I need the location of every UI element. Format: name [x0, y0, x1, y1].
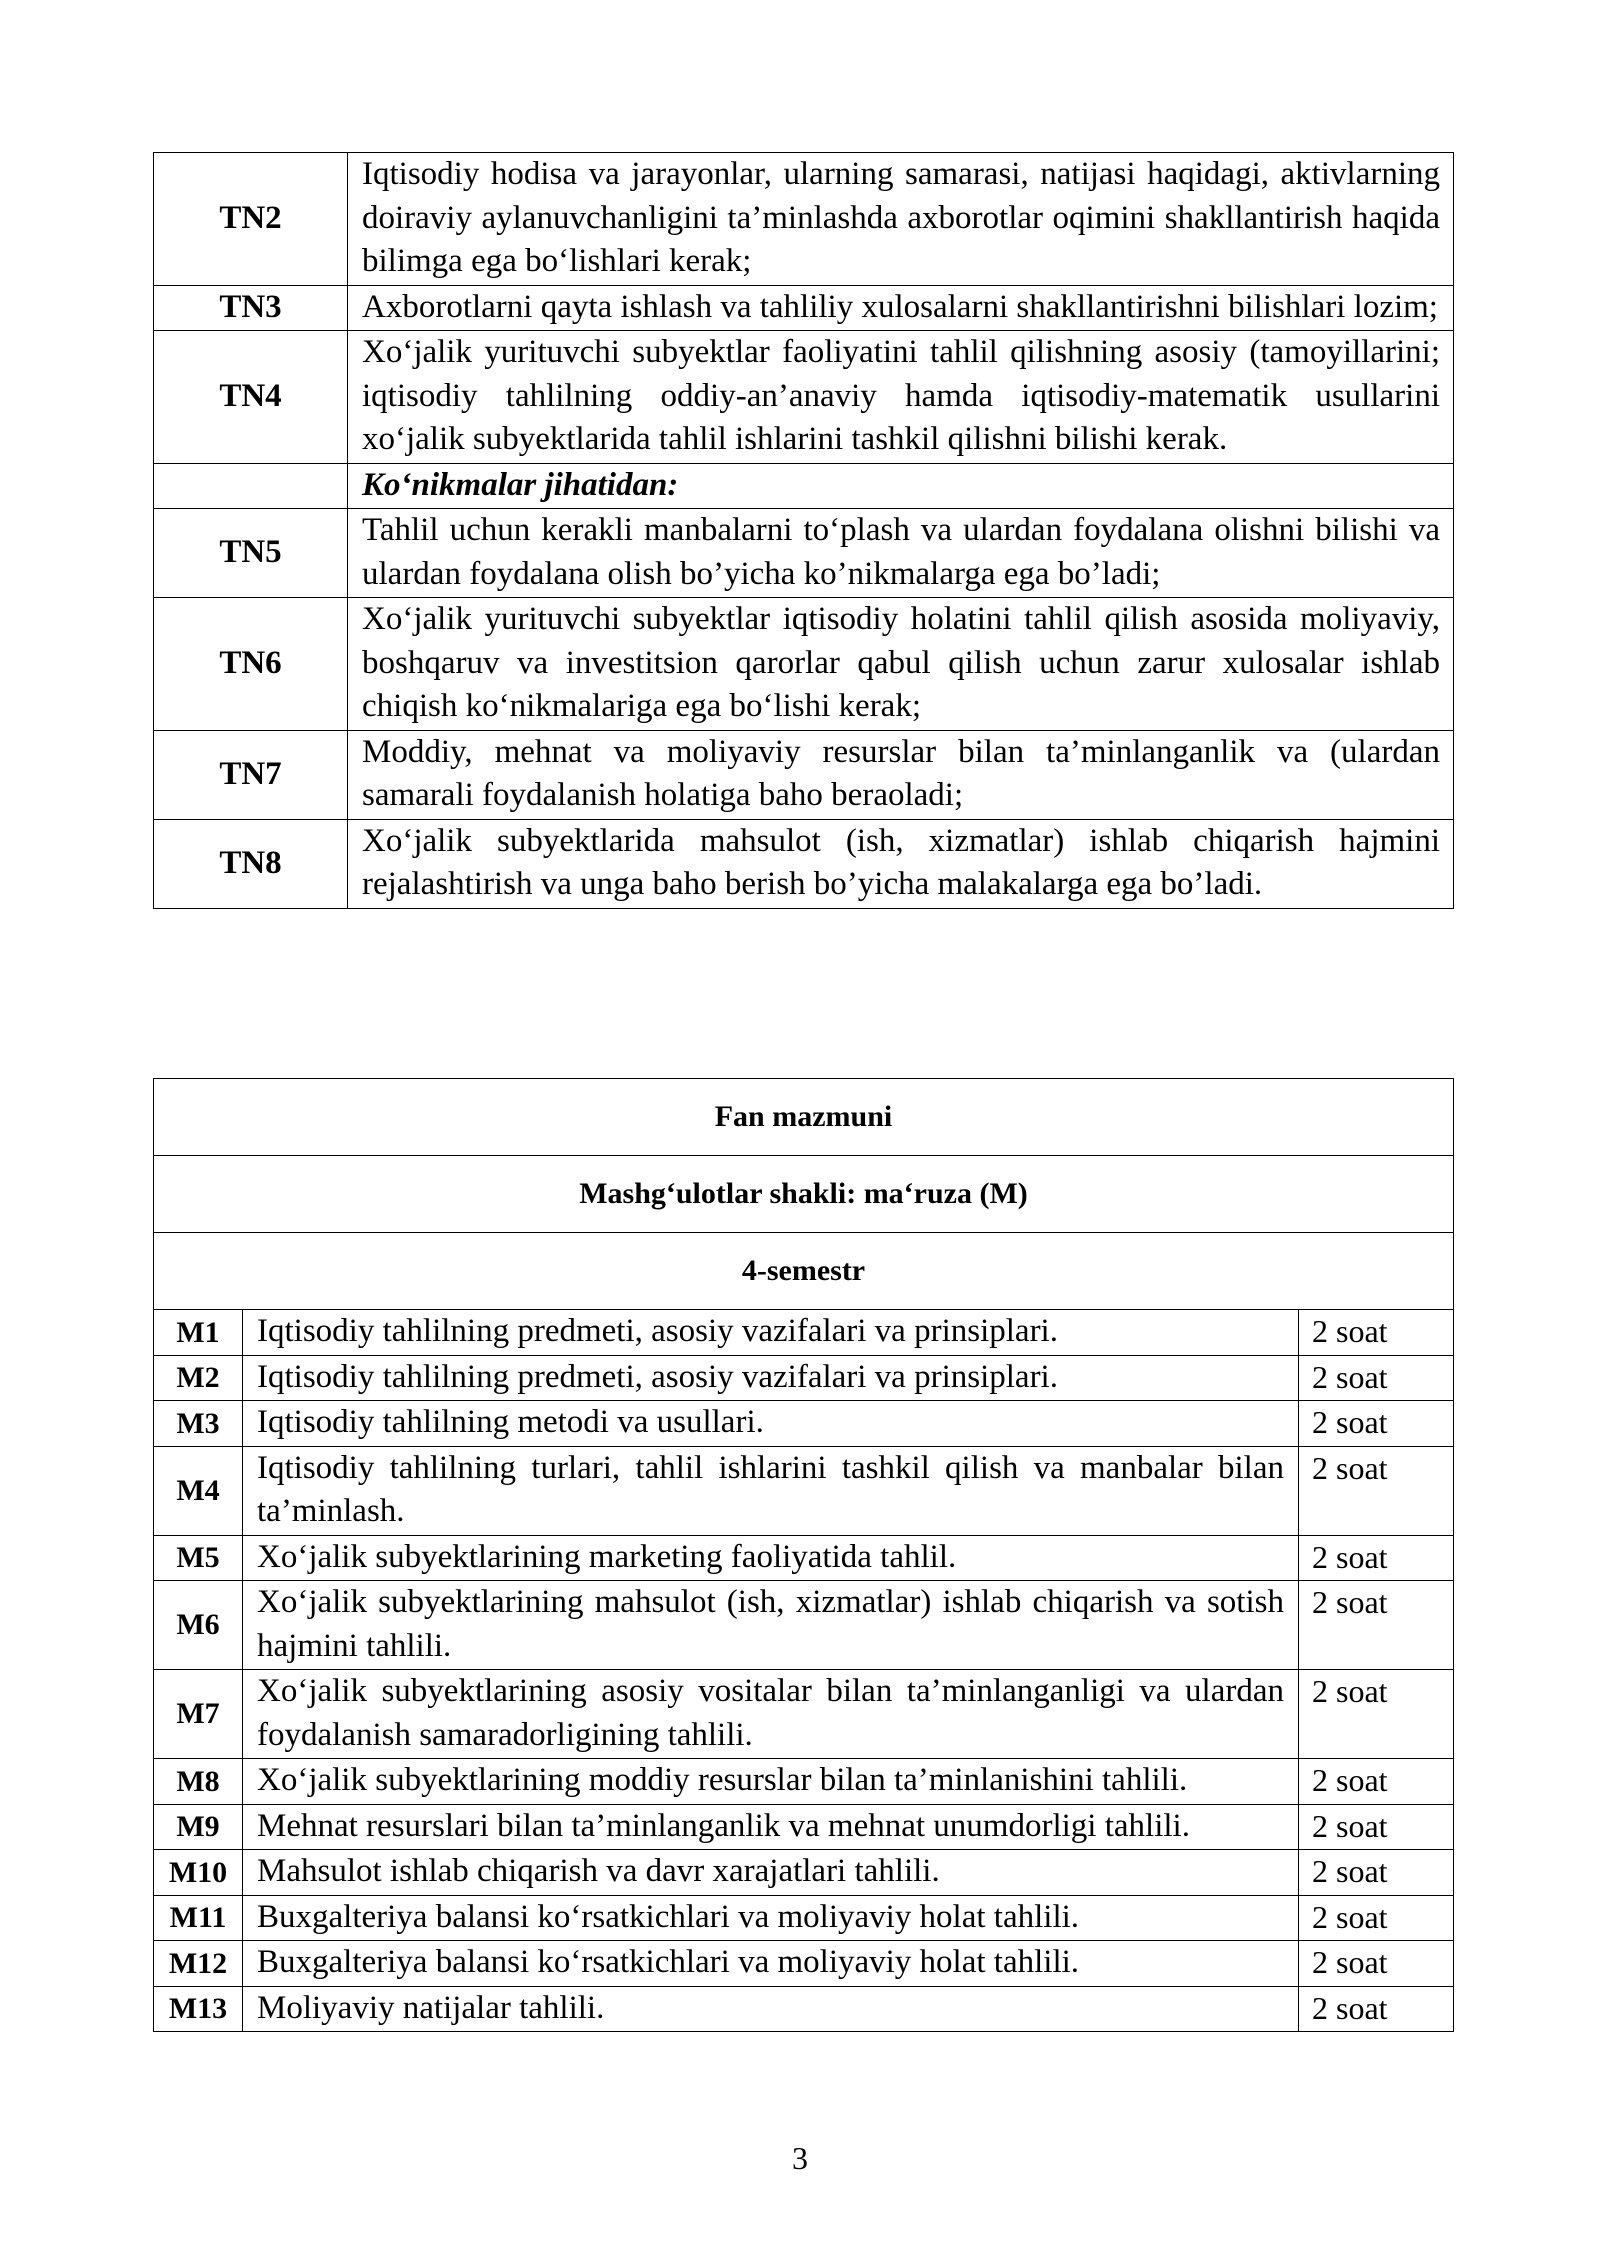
lecture-row	[154, 1941, 1454, 1987]
outcome-description: Xo‘jalik yurituvchi subyektlar iqtisodiy holatini tahlil qilish asosida moliyaviy, boshqaruv va investitsion qarorlar qabul qilish uchun zarur xulosalar ishlab chiqish ko‘nikmalariga ega bo‘lishi kerak;	[348, 598, 1454, 731]
lecture-topic: Xo‘jalik subyektlarining mahsulot (ish, xizmatlar) ishlab chiqarish va sotish hajmini tahlili.	[243, 1581, 1299, 1670]
lecture-row	[154, 1895, 1454, 1941]
lecture-row	[154, 1446, 1454, 1535]
lecture-code: M2	[154, 1355, 243, 1401]
lecture-code: M1	[154, 1310, 243, 1356]
lecture-hours: 2 soat	[1299, 1446, 1454, 1535]
outcome-code	[154, 463, 348, 509]
outcome-row	[154, 509, 1454, 598]
outcome-code: TN2	[154, 153, 348, 286]
outcome-description: Xo‘jalik yurituvchi subyektlar faoliyatini tahlil qilishning asosiy (tamoyillarini; iqtisodiy tahlilning oddiy-an’anaviy hamda iqtisodiy-matematik usullarini xo‘jalik subyektlarida tahlil ishlarini tashkil qilishni bilishi kerak.	[348, 331, 1454, 464]
lecture-row	[154, 1581, 1454, 1670]
lecture-hours: 2 soat	[1299, 1401, 1454, 1447]
lecture-topic: Iqtisodiy tahlilning metodi va usullari.	[243, 1401, 1299, 1447]
lecture-code: M11	[154, 1895, 243, 1941]
lecture-row	[154, 1355, 1454, 1401]
lecture-topic: Iqtisodiy tahlilning predmeti, asosiy vazifalari va prinsiplari.	[243, 1355, 1299, 1401]
lecture-hours: 2 soat	[1299, 1804, 1454, 1850]
lecture-hours: 2 soat	[1299, 1759, 1454, 1805]
section-heading: Ko‘nikmalar jihatidan:	[348, 463, 1454, 509]
lecture-row	[154, 1850, 1454, 1896]
lecture-row	[154, 1759, 1454, 1805]
outcome-code: TN5	[154, 509, 348, 598]
outcome-description: Moddiy, mehnat va moliyaviy resurslar bilan ta’minlanganlik va (ulardan samarali foydalanish holatiga baho beraoladi;	[348, 730, 1454, 819]
lecture-row	[154, 1804, 1454, 1850]
outcome-code: TN3	[154, 285, 348, 331]
outcome-description: Axborotlarni qayta ishlash va tahliliy xulosalarni shakllantirishni bilishlari lozim;	[348, 285, 1454, 331]
lesson-form-row	[154, 1156, 1454, 1233]
outcome-code: TN8	[154, 819, 348, 908]
outcome-row	[154, 598, 1454, 731]
outcome-code: TN7	[154, 730, 348, 819]
semester-label: 4-semestr	[154, 1233, 1454, 1310]
lecture-code: M8	[154, 1759, 243, 1805]
outcome-row	[154, 819, 1454, 908]
course-content-body	[154, 1079, 1454, 2032]
outcome-row	[154, 285, 1454, 331]
learning-outcomes-table	[153, 152, 1454, 909]
outcome-description: Xo‘jalik subyektlarida mahsulot (ish, xizmatlar) ishlab chiqarish hajmini rejalashtirish va unga baho berish bo’yicha malakalarga ega bo’ladi.	[348, 819, 1454, 908]
lecture-topic: Buxgalteriya balansi ko‘rsatkichlari va moliyaviy holat tahlili.	[243, 1895, 1299, 1941]
lecture-row	[154, 1310, 1454, 1356]
lecture-code: M6	[154, 1581, 243, 1670]
course-content-table	[153, 1078, 1454, 2032]
outcome-row	[154, 331, 1454, 464]
page-number: 3	[792, 2140, 808, 2176]
lecture-hours: 2 soat	[1299, 1535, 1454, 1581]
lecture-code: M9	[154, 1804, 243, 1850]
lecture-code: M12	[154, 1941, 243, 1987]
lecture-topic: Iqtisodiy tahlilning turlari, tahlil ishlarini tashkil qilish va manbalar bilan ta’minlash.	[243, 1446, 1299, 1535]
outcome-description: Tahlil uchun kerakli manbalarni to‘plash va ulardan foydalana olishni bilishi va ulardan foydalana olish bo’yicha ko’nikmalarga ega bo’ladi;	[348, 509, 1454, 598]
lecture-hours: 2 soat	[1299, 1355, 1454, 1401]
lecture-row	[154, 1401, 1454, 1447]
lecture-hours: 2 soat	[1299, 1850, 1454, 1896]
outcome-code: TN6	[154, 598, 348, 731]
outcome-row	[154, 463, 1454, 509]
lecture-code: M4	[154, 1446, 243, 1535]
lesson-form: Mashg‘ulotlar shakli: ma‘ruza (M)	[154, 1156, 1454, 1233]
outcome-row	[154, 153, 1454, 286]
semester-row	[154, 1233, 1454, 1310]
lecture-topic: Mehnat resurslari bilan ta’minlanganlik va mehnat unumdorligi tahlili.	[243, 1804, 1299, 1850]
lecture-row	[154, 1535, 1454, 1581]
lecture-hours: 2 soat	[1299, 1310, 1454, 1356]
lecture-hours: 2 soat	[1299, 1581, 1454, 1670]
lecture-topic: Xo‘jalik subyektlarining marketing faoliyatida tahlil.	[243, 1535, 1299, 1581]
lecture-topic: Mahsulot ishlab chiqarish va davr xarajatlari tahlili.	[243, 1850, 1299, 1896]
lecture-hours: 2 soat	[1299, 1941, 1454, 1987]
lecture-row	[154, 1670, 1454, 1759]
outcome-code: TN4	[154, 331, 348, 464]
lecture-topic: Xo‘jalik subyektlarining moddiy resurslar bilan ta’minlanishini tahlili.	[243, 1759, 1299, 1805]
content-title-row	[154, 1079, 1454, 1156]
lecture-row	[154, 1986, 1454, 2032]
outcome-description: Iqtisodiy hodisa va jarayonlar, ularning samarasi, natijasi haqidagi, aktivlarning doiraviy aylanuvchanligini ta’minlashda axborotlar oqimini shakllantirish haqida bilimga ega bo‘lishlari kerak;	[348, 153, 1454, 286]
lecture-code: M13	[154, 1986, 243, 2032]
lecture-code: M3	[154, 1401, 243, 1447]
lecture-hours: 2 soat	[1299, 1895, 1454, 1941]
lecture-topic: Moliyaviy natijalar tahlili.	[243, 1986, 1299, 2032]
lecture-topic: Iqtisodiy tahlilning predmeti, asosiy vazifalari va prinsiplari.	[243, 1310, 1299, 1356]
lecture-code: M7	[154, 1670, 243, 1759]
lecture-hours: 2 soat	[1299, 1670, 1454, 1759]
lecture-code: M5	[154, 1535, 243, 1581]
outcome-row	[154, 730, 1454, 819]
learning-outcomes-body	[154, 153, 1454, 909]
lecture-topic: Buxgalteriya balansi ko‘rsatkichlari va moliyaviy holat tahlili.	[243, 1941, 1299, 1987]
lecture-code: M10	[154, 1850, 243, 1896]
lecture-topic: Xo‘jalik subyektlarining asosiy vositalar bilan ta’minlanganligi va ulardan foydalanish samaradorligining tahlili.	[243, 1670, 1299, 1759]
content-title: Fan mazmuni	[154, 1079, 1454, 1156]
lecture-hours: 2 soat	[1299, 1986, 1454, 2032]
